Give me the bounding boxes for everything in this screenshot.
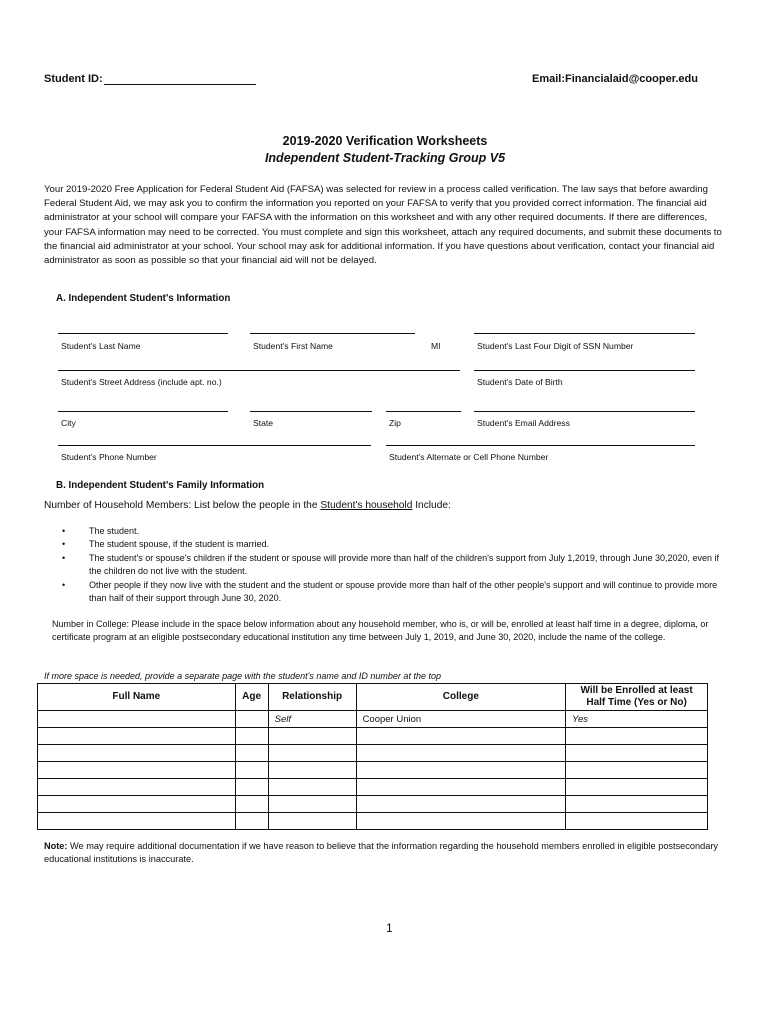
note-text: We may require additional documentation if we have reason to believe that the information regarding the household members enrolled in eligible postsecondary educational institutions is inaccurate.: [44, 841, 718, 865]
cell-age[interactable]: [235, 711, 268, 728]
household-intro: [44, 500, 451, 511]
col-header-enrolled: Will be Enrolled at least Half Time (Yes or No): [566, 684, 708, 711]
household-table: [37, 683, 708, 830]
cell-enrolled[interactable]: Yes: [566, 711, 708, 728]
zip-label: Zip: [389, 418, 401, 428]
page-number: 1: [386, 921, 393, 935]
cell-enrolled[interactable]: [566, 728, 708, 745]
cell-enrolled[interactable]: [566, 745, 708, 762]
phone-label: Student's Phone Number: [61, 452, 157, 462]
table-header-row: [38, 684, 708, 711]
college-note: Number in College: Please include in the space below information about any household member, who is, or will be, enrolled at least half time in a degree, diploma, or certificate program at an eligible postsecondary educational institution any time between July 1, 2019, and June 30, 2020, include the name of the college.: [52, 619, 709, 643]
cell-relationship[interactable]: [268, 779, 356, 796]
cell-enrolled[interactable]: [566, 796, 708, 813]
cell-college[interactable]: [356, 779, 566, 796]
alt-phone-label: Student's Alternate or Cell Phone Number: [389, 452, 549, 462]
list-item: • The student.: [62, 525, 732, 538]
table-row: [38, 796, 708, 813]
col-header-full-name: Full Name: [38, 684, 236, 711]
cell-age[interactable]: [235, 796, 268, 813]
note-label: Note:: [44, 841, 68, 851]
email-field[interactable]: [474, 411, 695, 412]
list-item: • Other people if they now live with the student and the student or spouse provide more than half of the other people's support and will continue to provide more than half of their support through June 30, 2020.: [62, 579, 732, 606]
cell-relationship[interactable]: [268, 728, 356, 745]
col-header-age: Age: [235, 684, 268, 711]
cell-full-name[interactable]: [38, 711, 236, 728]
zip-field[interactable]: [386, 411, 461, 412]
list-item: • The student spouse, if the student is married.: [62, 538, 732, 551]
cell-age[interactable]: [235, 762, 268, 779]
intro-paragraph: Your 2019-2020 Free Application for Federal Student Aid (FAFSA) was selected for review in a process called verification. The law says that before awarding Federal Student Aid, we may ask you to confirm the information you reported on your FAFSA to verify that you provided correct information. The financial aid administrator at your school will compare your FAFSA with the information on this worksheet and with any other required documents. If there are differences, your FAFSA information may need to be corrected. You must complete and sign this worksheet, attach any required documents, and submit these documents to the financial aid administrator at your school. Your school may ask for additional information. If you have questions about verification, contact your financial aid administrator as soon as possible so that your financial aid will not be delayed.: [44, 184, 722, 267]
cell-relationship[interactable]: [268, 813, 356, 830]
cell-relationship[interactable]: Self: [268, 711, 356, 728]
dob-label: Student's Date of Birth: [477, 377, 563, 387]
household-intro-suffix: Include:: [412, 500, 451, 511]
phone-field[interactable]: [58, 445, 371, 446]
cell-enrolled[interactable]: [566, 779, 708, 796]
mi-label: MI: [431, 341, 441, 351]
space-note: If more space is needed, provide a separate page with the student's name and ID number at the top: [44, 671, 441, 681]
cell-college[interactable]: Cooper Union: [356, 711, 566, 728]
cell-full-name[interactable]: [38, 813, 236, 830]
table-row: [38, 813, 708, 830]
cell-full-name[interactable]: [38, 779, 236, 796]
table-row: [38, 762, 708, 779]
city-field[interactable]: [58, 411, 228, 412]
col-header-relationship: Relationship: [268, 684, 356, 711]
cell-enrolled[interactable]: [566, 813, 708, 830]
dob-field[interactable]: [474, 370, 695, 371]
cell-college[interactable]: [356, 813, 566, 830]
table-row: [38, 779, 708, 796]
student-id-field[interactable]: [104, 84, 256, 85]
table-row: [38, 728, 708, 745]
ssn-field[interactable]: [474, 333, 695, 334]
note-paragraph: [44, 840, 724, 867]
email-label: Student's Email Address: [477, 418, 570, 428]
col-header-college: College: [356, 684, 566, 711]
address-field[interactable]: [58, 370, 460, 371]
alt-phone-field[interactable]: [386, 445, 695, 446]
last-name-field[interactable]: [58, 333, 228, 334]
ssn-label: Student's Last Four Digit of SSN Number: [477, 341, 634, 351]
cell-relationship[interactable]: [268, 762, 356, 779]
student-id-label: Student ID:: [44, 73, 103, 85]
table-row: [38, 745, 708, 762]
document-title: 2019-2020 Verification Worksheets: [282, 134, 488, 148]
cell-college[interactable]: [356, 796, 566, 813]
cell-college[interactable]: [356, 728, 566, 745]
state-field[interactable]: [250, 411, 372, 412]
cell-full-name[interactable]: [38, 762, 236, 779]
table-row: [38, 711, 708, 728]
cell-age[interactable]: [235, 745, 268, 762]
cell-full-name[interactable]: [38, 728, 236, 745]
cell-age[interactable]: [235, 779, 268, 796]
cell-full-name[interactable]: [38, 745, 236, 762]
cell-full-name[interactable]: [38, 796, 236, 813]
cell-relationship[interactable]: [268, 745, 356, 762]
state-label: State: [253, 418, 274, 428]
cell-relationship[interactable]: [268, 796, 356, 813]
first-name-field[interactable]: [250, 333, 415, 334]
cell-age[interactable]: [235, 728, 268, 745]
email-address: Email:Financialaid@cooper.edu: [532, 73, 698, 85]
list-item: • The student's or spouse's children if the student or spouse will provide more than half of the children's support from July 1,2019, through June 30,2020, even if the children do not live with the student.: [62, 552, 732, 579]
household-bullet-list: [62, 525, 732, 605]
last-name-label: Student's Last Name: [61, 341, 141, 351]
section-b-title: B. Independent Student's Family Information: [56, 480, 265, 491]
household-intro-prefix: Number of Household Members: List below the people in the: [44, 500, 321, 511]
document-subtitle: Independent Student-Tracking Group V5: [264, 151, 506, 165]
first-name-label: Student's First Name: [253, 341, 333, 351]
city-label: City: [61, 418, 76, 428]
cell-college[interactable]: [356, 745, 566, 762]
cell-college[interactable]: [356, 762, 566, 779]
cell-enrolled[interactable]: [566, 762, 708, 779]
cell-age[interactable]: [235, 813, 268, 830]
household-intro-link: Student's household: [320, 500, 413, 511]
address-label: Student's Street Address (include apt. no.): [61, 377, 222, 387]
section-a-title: A. Independent Student's Information: [56, 293, 231, 304]
